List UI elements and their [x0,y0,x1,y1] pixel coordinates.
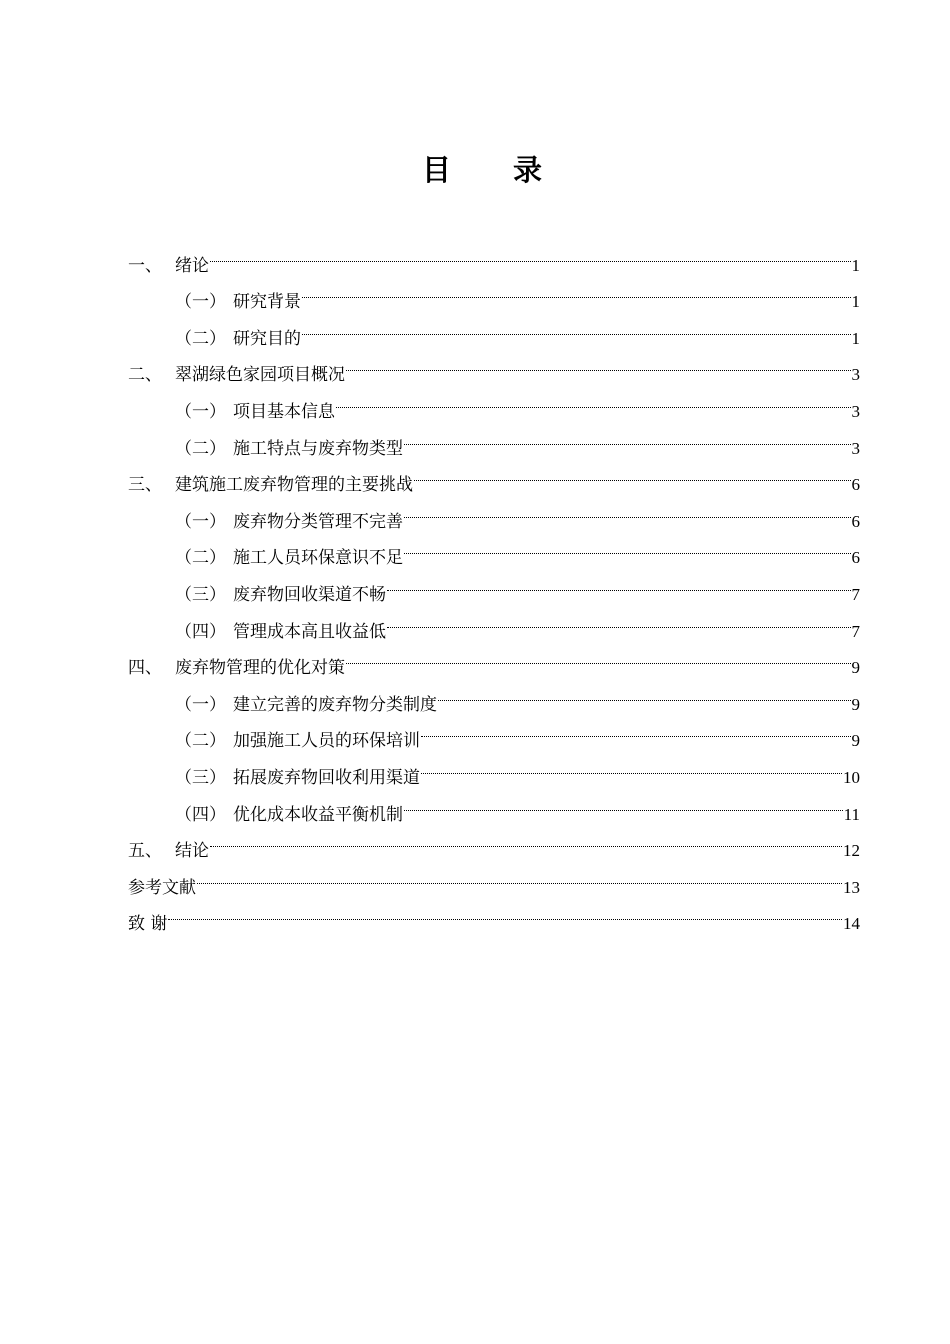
toc-entry-title: 拓展废弃物回收利用渠道 [233,767,420,788]
toc-entry-title: 研究目的 [233,328,301,349]
toc-page-number: 3 [851,365,860,385]
toc-dot-leader [210,234,851,271]
toc-dot-leader [414,454,851,491]
toc-entry-title: 绪论 [175,255,209,276]
toc-entry-number: （二） [175,438,226,459]
toc-page-number: 6 [851,511,860,531]
toc-entry-title: 加强施工人员的环保培训 [233,731,420,752]
toc-entry-number: （四） [175,621,226,642]
toc-dot-leader [346,344,851,381]
toc-entry-number: 一、 [128,255,162,276]
toc-entry-title: 施工特点与废弃物类型 [233,438,403,459]
toc-entry-title: 管理成本高且收益低 [233,621,386,642]
toc-entry-title: 废弃物回收渠道不畅 [233,584,386,605]
toc-dot-leader [168,893,842,930]
toc-dot-leader [404,527,851,564]
toc-dot-leader [404,417,851,454]
toc-dot-leader [404,783,843,820]
toc-entry-title: 参考文献 [128,877,196,898]
toc-entry-title: 优化成本收益平衡机制 [233,804,403,825]
toc-dot-leader [302,271,851,308]
toc-entry-number: 二、 [128,365,162,386]
toc-entry-number: （二） [175,548,226,569]
toc-page-number: 13 [843,877,860,897]
toc-dot-leader [346,637,851,674]
toc-dot-leader [210,820,842,857]
toc-entry-number: （二） [175,731,226,752]
toc-entry-title: 建筑施工废弃物管理的主要挑战 [175,475,413,496]
toc-page-number: 3 [851,438,860,458]
toc-dot-leader [421,746,842,783]
toc-entry[interactable] [128,271,860,313]
toc-entry[interactable] [128,234,860,276]
toc-page-number: 10 [843,767,860,787]
toc-page-number: 9 [851,731,860,751]
toc-page-number: 9 [851,694,860,714]
toc-entry-title: 结论 [175,841,209,862]
toc-entry-title: 致 谢 [128,914,168,935]
toc-title: 目 录 [421,153,569,187]
toc-entry-number: 三、 [128,475,162,496]
toc-entry-number: 五、 [128,841,162,862]
toc-entry[interactable] [128,856,860,898]
toc-page-number: 9 [851,658,860,678]
toc-entry-title: 研究背景 [233,292,301,313]
toc-entry-number: （二） [175,328,226,349]
toc-entry-title: 废弃物分类管理不完善 [233,511,403,532]
table-of-contents [128,234,860,935]
toc-page-number: 1 [851,292,860,312]
toc-page-number: 6 [851,475,860,495]
toc-page-number: 12 [843,841,860,861]
toc-entry-number: （一） [175,401,226,422]
toc-entry[interactable] [128,820,860,862]
toc-page-number: 1 [851,255,860,275]
toc-page-number: 14 [843,914,860,934]
toc-page-number: 1 [851,328,860,348]
toc-dot-leader [302,307,851,344]
toc-page-number: 11 [843,804,860,824]
toc-dot-leader [197,856,842,893]
toc-entry-title: 施工人员环保意识不足 [233,548,403,569]
toc-entry-title: 废弃物管理的优化对策 [175,658,345,679]
toc-dot-leader [404,490,851,527]
toc-page-number: 7 [851,584,860,604]
toc-entry-number: （一） [175,292,226,313]
toc-dot-leader [336,380,851,417]
toc-entry-number: （一） [175,694,226,715]
toc-dot-leader [387,563,851,600]
toc-dot-leader [421,710,851,747]
toc-entry-number: （三） [175,767,226,788]
toc-entry-title: 翠湖绿色家园项目概况 [175,365,345,386]
toc-dot-leader [387,600,851,637]
toc-entry-title: 建立完善的废弃物分类制度 [233,694,437,715]
toc-entry-number: 四、 [128,658,162,679]
toc-page-number: 3 [851,401,860,421]
toc-page-number: 6 [851,548,860,568]
toc-page-number: 7 [851,621,860,641]
toc-entry-number: （三） [175,584,226,605]
toc-entry-number: （四） [175,804,226,825]
toc-dot-leader [438,673,851,710]
toc-entry-number: （一） [175,511,226,532]
toc-entry-title: 项目基本信息 [233,401,335,422]
toc-entry[interactable] [128,893,860,935]
